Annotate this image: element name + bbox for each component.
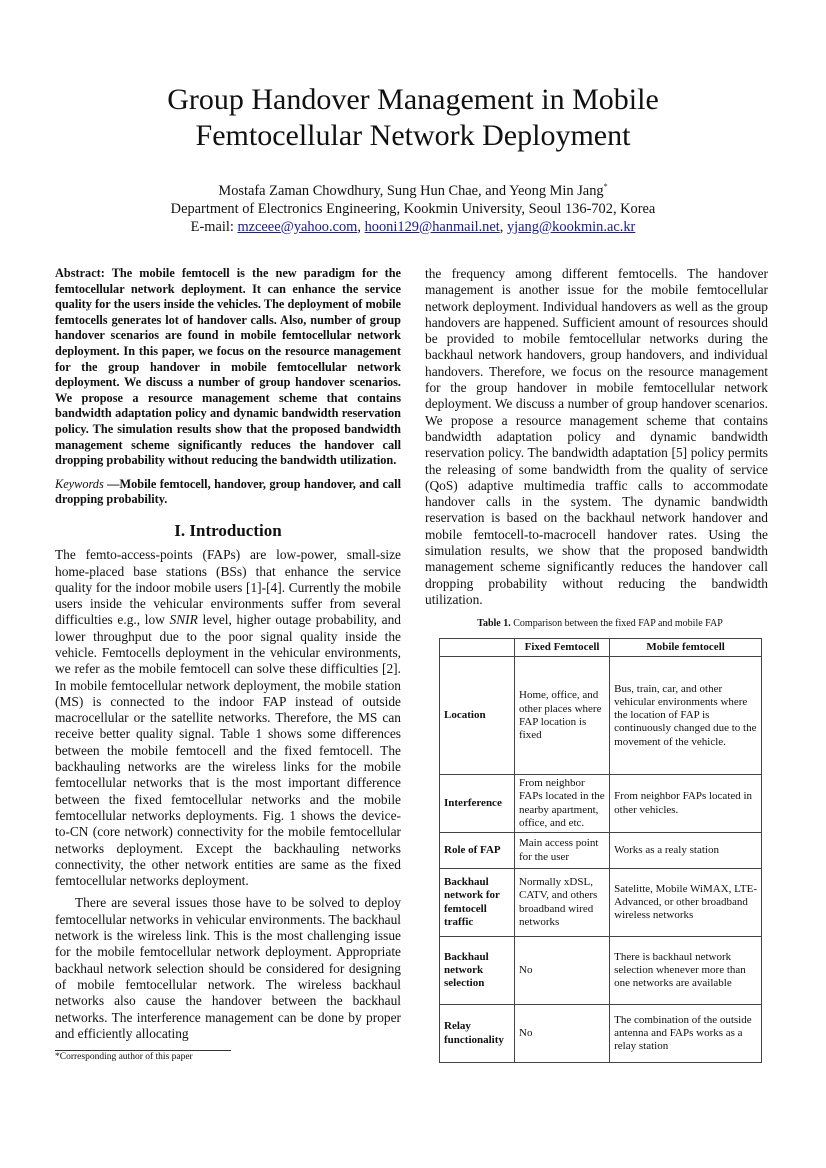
footnote: *Corresponding author of this paper [55,1052,193,1062]
table-row [440,1005,762,1063]
table-cell: Main access point for the user [515,833,610,869]
author-mark: * [603,182,608,191]
paper-title [0,82,826,154]
keywords-label: Keywords [55,476,104,491]
title-line: Group Handover Management in Mobile [167,83,659,116]
row-header: Backhaul network selection [440,937,515,1005]
text-italic: SNIR [169,612,198,628]
body-paragraph: the frequency among different femtocells. The handover management is another issue for the mobile femtocellular network deployment. Individual handovers as well as the group handovers are happened. Sufficient amount of resources should be provided to mobile femtocellular networks during the backhaul network handovers, group handovers, and individual handovers. Therefore, we focus on the resource management for the group handover in mobile femtocellular network deployment. We discuss a number of group handover scenarios. We propose a resource management scheme that contains bandwidth adaptation policy and dynamic bandwidth reservation policy. The bandwidth adaptation [5] policy permits the releasing of some bandwidth from the quality of service (QoS) adaptive multimedia traffic calls to accommodate handover calls in the system. The dynamic bandwidth reservation is based on the backhaul network handover and mobile femtocell-to-macrocell handover rates. Using the simulation results, we show that the proposed bandwidth management scheme significantly reduces the handover call dropping probability without reducing the bandwidth utilization. [425,266,768,607]
table-cell: Works as a realy station [610,833,762,869]
abstract: Abstract: The mobile femtocell is the new paradigm for the femtocellular network deployment. It can enhance the service quality for the users inside the vehicles. The deployment of mobile femtocells generates lot of handover calls. Also, number of group handover scenarios are found in mobile femtocellular network deployment. In this paper, we focus on the resource management for the group handover in mobile femtocellular network deployment. We discuss a number of group handover scenarios. We propose a resource management scheme that contains bandwidth adaptation policy and dynamic bandwidth reservation policy. The simulation results show that the proposed bandwidth management scheme significantly reduces the handover call dropping probability without reducing the bandwidth utilization. [55,266,401,468]
title-line: Femtocellular Network Deployment [195,119,631,152]
caption-text: Comparison between the fixed FAP and mobile FAP [510,618,723,629]
table-row [440,869,762,937]
author-names [0,178,826,200]
caption-label: Table 1. [477,618,511,629]
text: The femto-access-points (FAPs) are low-power, small-size home-placed base stations (BSs) that enhance the service quality for the indoor mobile users [1]-[4]. Currently the mobile users inside the vehicular environments suffer from several difficulties e.g., low [55,547,401,628]
email-link[interactable]: yjang@kookmin.ac.kr [506,218,636,235]
email-line: E-mail: mzceee@yahoo.com, hooni129@hanmail.net, yjang@kookmin.ac.kr [190,218,636,235]
authors: Mostafa Zaman Chowdhury, Sung Hun Chae, and Yeong Min Jang [218,182,604,199]
table-row [440,833,762,869]
author-block [0,178,826,236]
header-cell: Fixed Femtocell [515,639,610,657]
comparison-table [439,638,762,1063]
table-caption [440,618,760,629]
intro-paragraph: There are several issues those have to be solved to deploy femtocellular networks in vehicular environments. The backhaul network is the wireless link. This is the most challenging issue for the mobile femtocellular network deployment. Appropriate backhaul network selection should be considered for designing of mobile femtocellular network. The wireless backhaul networks also cause the handover between the backhaul networks. The interference management can be done by proper and efficiently allocating [55,895,401,1041]
table-cell: There is backhaul network selection whenever more than one networks are available [610,937,762,1005]
table-cell: Home, office, and other places where FAP location is fixed [515,657,610,775]
table-header-row [440,639,762,657]
right-column [425,266,768,608]
row-header: Backhaul network for femtocell traffic [440,869,515,937]
footnote-divider [55,1050,231,1051]
table-cell: From neighbor FAPs located in the nearby apartment, office, and etc. [515,775,610,833]
table-cell: No [515,937,610,1005]
section-heading: I. Introduction [174,520,282,540]
table-cell: Bus, train, car, and other vehicular environments where the location of FAP is continuously changed due to the movement of the vehicle. [610,657,762,775]
row-header: Role of FAP [440,833,515,869]
intro-paragraph [55,547,401,889]
left-column [55,266,401,1042]
text: level, higher outage probability, and lower throughput due to the poor signal quality inside the vehicle. Femtocells deployment in the vehicular environments, we refer as the mobile femtocell can solve these difficulties [2]. In mobile femtocellular network deployment, the mobile station (MS) is connected to the indoor FAP instead of outside macrocellular or the satellite networks. Therefore, the MS can receive better quality signal. Table 1 shows some differences between the mobile femtocell and the fixed femtocell. The backhauling networks are the wireless links for the mobile femtocellular networks that is the most important difference between the fixed femtocellular networks and the mobile femtocellular networks deployments. Fig. 1 shows the device-to-CN (core network) connectivity for the mobile femtocellular networks deployment. Except the backhauling networks connectivity, the other network entities are same as the fixed femtocellular networks deployment. [55,612,401,889]
email-link[interactable]: mzceee@yahoo.com [237,218,358,235]
table-cell: No [515,1005,610,1063]
table-cell: The combination of the outside antenna and FAPs works as a relay station [610,1005,762,1063]
row-header: Interference [440,775,515,833]
row-header: Relay functionality [440,1005,515,1063]
table-cell: From neighbor FAPs located in other vehicles. [610,775,762,833]
header-cell [440,639,515,657]
row-header: Location [440,657,515,775]
table-cell: Satelitte, Mobile WiMAX, LTE-Advanced, or other broadband wireless networks [610,869,762,937]
affiliation: Department of Electronics Engineering, Kookmin University, Seoul 136-702, Korea [170,200,656,217]
table-row [440,775,762,833]
keywords [55,477,401,508]
table-row [440,937,762,1005]
email-label: E-mail: [190,218,234,235]
keywords-text: —Mobile femtocell, handover, group handover, and call dropping probability. [55,476,401,507]
email-link[interactable]: hooni129@hanmail.net [364,218,500,235]
header-cell: Mobile femtocell [610,639,762,657]
table-cell: Normally xDSL, CATV, and others broadband wired networks [515,869,610,937]
table-row [440,657,762,775]
